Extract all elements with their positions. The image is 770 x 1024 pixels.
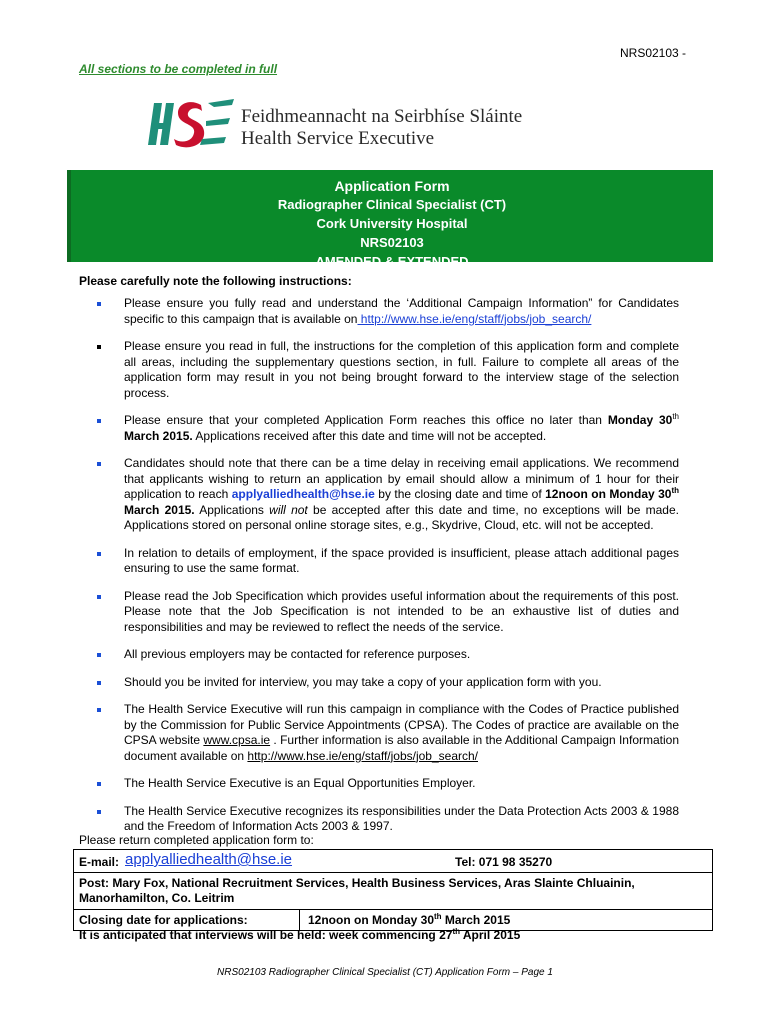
- cpsa-link[interactable]: www.cpsa.ie: [203, 733, 271, 747]
- list-item: Candidates should note that there can be a time delay in receiving email applications. We recommend that applicants wishing to return an application by email should allow a minimum of 1 hour for their application to reach applyalliedhealth@hse.ie by the closing date and time of 12noon on Monday 30th March 2015. Applications will not be accepted after this date and time, no exceptions will be made. Applications stored on personal online storage sites, e.g., Skydrive, Cloud, etc. will not be accepted.: [79, 456, 679, 534]
- bullet-icon: [97, 708, 101, 712]
- job-location: Cork University Hospital: [316, 216, 468, 231]
- job-search-link[interactable]: http://www.hse.ie/eng/staff/jobs/job_search/: [247, 748, 478, 763]
- bullet-icon: [97, 345, 101, 349]
- list-item: Please read the Job Specification which provides useful information about the requirements of this post. Please note that the Job Specification is not intended to be an exhaustive list of duties and responsibilities and may be reviewed to reflect the needs of the service.: [79, 589, 679, 636]
- return-details-table: [73, 849, 713, 931]
- closing-date-label: Closing date for applications:: [79, 913, 248, 927]
- list-item: Please ensure you fully read and understand the ‘Additional Campaign Information” for Candidates specific to this campaign that is available on http://www.hse.ie/eng/staff/jobs/job_search/: [79, 296, 679, 327]
- amended-notice: AMENDED & EXTENDED: [315, 254, 469, 269]
- list-item: The Health Service Executive will run this campaign in compliance with the Codes of Practice published by the Commission for Public Service Appointments (CPSA). The Codes of practice are available on the CPSA website www.cpsa.ie . Further information is also available in the Additional Campaign Information document available on http://www.hse.ie/eng/staff/jobs/job_search/: [79, 702, 679, 764]
- email-label: E-mail:: [79, 855, 120, 869]
- cell-divider: [299, 910, 300, 930]
- hse-logo: [146, 93, 546, 155]
- list-item: The Health Service Executive is an Equal Opportunities Employer.: [79, 776, 679, 792]
- return-email-link[interactable]: applyalliedhealth@hse.ie: [125, 851, 293, 868]
- job-search-link[interactable]: http://www.hse.ie/eng/staff/jobs/job_search/: [357, 311, 592, 326]
- job-code: NRS02103: [360, 235, 424, 250]
- all-sections-notice: All sections to be completed in full: [79, 62, 278, 76]
- hse-logo-mark-icon: [146, 93, 236, 155]
- list-item: Please ensure that your completed Application Form reaches this office no later than Monday 30th March 2015. Applications received after this date and time will not be accepted.: [79, 413, 679, 444]
- bullet-icon: [97, 810, 101, 814]
- postal-address: Post: Mary Fox, National Recruitment Services, Health Business Services, Aras Slainte Chluainin, Manorhamilton, Co. Leitrim: [74, 873, 712, 910]
- page-footer: NRS02103 Radiographer Clinical Specialist (CT) Application Form – Page 1: [217, 967, 553, 978]
- bullet-icon: [97, 462, 101, 466]
- list-item: Should you be invited for interview, you may take a copy of your application form with you.: [79, 675, 679, 691]
- contact-row: [74, 850, 712, 873]
- bullet-icon: [97, 302, 101, 306]
- email-link[interactable]: applyalliedhealth@hse.ie: [231, 487, 375, 501]
- list-item: In relation to details of employment, if the space provided is insufficient, please attach additional pages ensuring to use the same format.: [79, 546, 679, 577]
- bullet-icon: [97, 419, 101, 423]
- document-reference: NRS02103 -: [620, 46, 687, 60]
- list-item: All previous employers may be contacted for reference purposes.: [79, 647, 679, 663]
- instructions-list: [79, 296, 679, 847]
- list-item: Please ensure you read in full, the instructions for the completion of this application form and complete all areas, including the supplementary questions section, in full. Failure to complete all areas of the application form may result in you not being brought forward to the interview stage of the selection process.: [79, 339, 679, 401]
- closing-date-value: 12noon on Monday 30th March 2015: [308, 912, 511, 927]
- bullet-icon: [97, 595, 101, 599]
- logo-irish-text: Feidhmeannacht na Seirbhíse Sláinte: [241, 106, 523, 127]
- bullet-icon: [97, 681, 101, 685]
- return-intro: Please return completed application form to:: [79, 833, 314, 847]
- interview-notice: It is anticipated that interviews will be held: week commencing 27th April 2015: [79, 927, 521, 942]
- bullet-icon: [97, 552, 101, 556]
- list-item: The Health Service Executive recognizes its responsibilities under the Data Protection Acts 2003 & 1988 and the Freedom of Information Acts 2003 & 1997.: [79, 804, 679, 835]
- job-title: Radiographer Clinical Specialist (CT): [277, 197, 507, 212]
- form-title: Application Form: [334, 178, 450, 194]
- bullet-icon: [97, 653, 101, 657]
- instructions-heading: Please carefully note the following instructions:: [79, 274, 352, 288]
- closing-date-row: [74, 910, 712, 930]
- logo-english-text: Health Service Executive: [241, 128, 435, 149]
- title-banner: [67, 170, 713, 269]
- telephone: Tel: 071 98 35270: [455, 855, 553, 869]
- bullet-icon: [97, 782, 101, 786]
